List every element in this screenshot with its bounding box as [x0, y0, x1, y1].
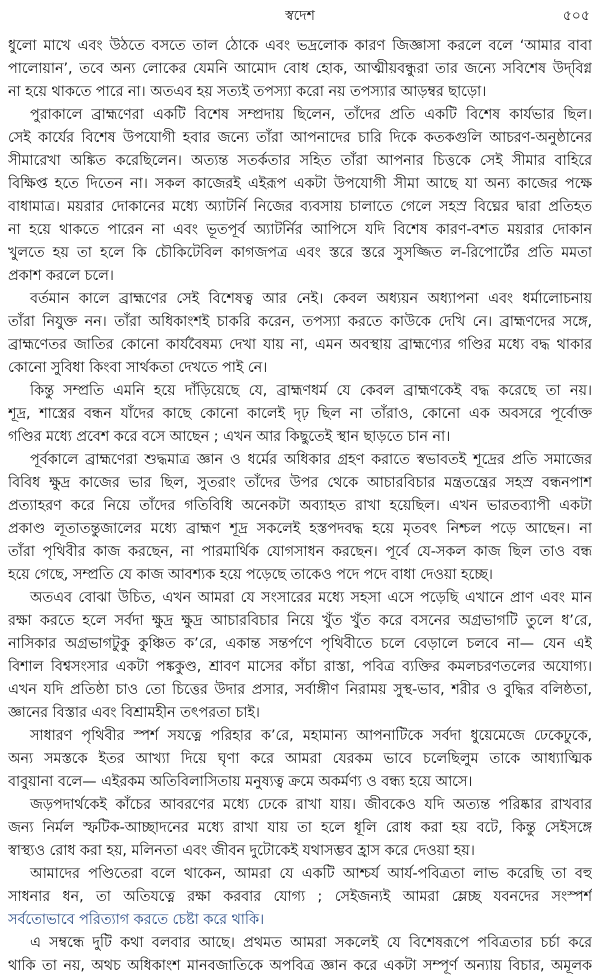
chapter-title: স্বদেশ: [285, 8, 315, 24]
text-line: পালোয়ান’, তবে অন্য লোকের যেমনি আমোদ বোধ হোক, আত্মীয়বন্ধুরা তার জন্যে সবিশেষ উদ্‌বিগ্ন: [8, 61, 592, 77]
text-line: বিবিধ ক্ষুদ্র কাজের ভার ছিল, সুতরাং তাঁদের উপর থেকে আচারবিচার মন্ত্রতন্ত্রের সহস্র বন্ধনপাশ: [8, 475, 592, 491]
text-line: প্রকাশ করলে চলে।: [8, 268, 114, 284]
text-line: আমাদের পণ্ডিতেরা বলে থাকেন, আমরা যে একটি আশ্চর্য আর্য-পবিত্রতা লাভ করেছি তা বহু: [30, 866, 592, 882]
paragraph: [8, 863, 592, 932]
text-line: অন্য সমস্তকে ইতর আখ্যা দিয়ে ঘৃণা করে আমরা যেরকম ভাবে চলেছিলুম তাকে আধ্যাত্মিক: [8, 751, 592, 767]
paragraph: [8, 794, 592, 863]
running-header: [0, 4, 600, 24]
text-line: খুলতে হয় তা হলে কি চৌকিটেবিল কাগজপত্র এবং স্তরে স্তরে সুসজ্জিত ল-রিপোর্টের প্রতি মমতা: [8, 245, 592, 261]
paragraph: [8, 380, 592, 449]
text-line: ব্রাহ্মণেতর জাতির কোনো কার্যবৈষম্য দেখা যায় না, এমন অবস্থায় ব্রাহ্মণ্যের গণ্ডির মধ্যে বদ্ধ থাকার: [8, 337, 592, 353]
text-line: সর্বতোভাবে পরিত্যাগ করতে চেষ্টা করে থাকি।: [8, 912, 265, 928]
text-line: না হয়ে থাকতে পারে না। অতএব হয় সত্যই তপস্যা করো নয় তপস্যার আড়ম্বর ছাড়ো।: [8, 84, 487, 100]
text-line: শূদ্র, শাস্ত্রের বন্ধন যাঁদের কাছে কোনো কালেই দৃঢ় ছিল না তাঁরাও, কোনো এক অবসরে পূর্বোক্ত: [8, 406, 592, 422]
paragraph: [8, 587, 592, 725]
paragraph: [8, 35, 592, 104]
text-line: তাঁরা নিযুক্ত নন। তাঁরা অধিকাংশই চাকরি করেন, তপস্যা করতে কাউকে দেখি নে। ব্রাহ্মণদের সঙ্গে,: [8, 314, 592, 330]
text-line: অতএব বোঝা উচিত, এখন আমরা যে সংসারের মধ্যে সহসা এসে পড়েছি এখানে প্রাণ এবং মান: [30, 590, 592, 606]
page-body: [8, 35, 592, 978]
text-line: বিক্ষিপ্ত হতে দিতেন না। সকল কাজেরই এইরূপ একটা উপযোগী সীমা আছে যা অন্য কাজের পক্ষে: [8, 176, 592, 192]
text-line: পূর্বকালে ব্রাহ্মণেরা শুদ্ধমাত্র জ্ঞান ও ধর্মের অধিকার গ্রহণ করাতে স্বভাবতই শূদ্রের প্রতি সমাজের: [30, 452, 592, 468]
text-line: পুরাকালে ব্রাহ্মণেরা একটি বিশেষ সম্প্রদায় ছিলেন, তাঁদের প্রতি একটি বিশেষ কার্যভার ছিল।: [30, 107, 592, 123]
text-line: বাবুয়ানা বলে— এইরকম অতিবিলাসিতায় মনুষ্যত্ব ক্রমে অকর্মণ্য ও বন্ধ্য হয়ে আসে।: [8, 774, 473, 790]
text-line: কোনো সুবিধা কিংবা সার্থকতা দেখতে পাই নে।: [8, 360, 268, 376]
text-line: হয়ে গেছে, সম্প্রতি যে কাজ আবশ্যক হয়ে পড়েছে তাকেও পদে পদে বাধা দেওয়া হচ্ছে।: [8, 567, 493, 583]
text-line: প্রকাণ্ড লূতাতন্তুজালের মধ্যে ব্রাহ্মণ শূদ্র সকলেই হস্তপদবদ্ধ হয়ে মৃতবৎ নিশ্চল পড়ে আছেন। না: [8, 521, 592, 537]
text-line: এখন যদি প্রতিষ্ঠা চাও তো চিত্তের উদার প্রসার, সর্বাঙ্গীণ নিরাময় সুস্থ-ভাব, শরীর ও বুদ্ধির বলিষ্ঠতা,: [8, 682, 592, 698]
text-line: জ্ঞানের বিস্তার এবং বিশ্রামহীন তৎপরতা চাই।: [8, 705, 260, 721]
text-line: জড়পদার্থকেই কাঁচের আবরণের মধ্যে ঢেকে রাখা যায়। জীবকেও যদি অত্যন্ত পরিষ্কার রাখবার: [30, 797, 592, 813]
text-line: রক্ষা করতে হলে সর্বদা ক্ষুদ্র ক্ষুদ্র আচারবিচার নিয়ে খুঁত খুঁত করে বসনের অগ্রভাগটি তুলে ধ’রে,: [8, 613, 592, 629]
text-line: সীমারেখা অঙ্কিত করেছিলেন। অত্যন্ত সতর্কতার সহিত তাঁরা আপনার চিত্তকে সেই সীমার বাহিরে: [8, 153, 592, 169]
text-line: তাঁরা পৃথিবীর কাজ করছেন, না পারমার্থিক যোগসাধন করছেন। পূর্বে যে-সকল কাজ ছিল তাও বন্ধ: [8, 544, 592, 560]
paragraph: [8, 104, 592, 288]
text-line: বর্তমান কালে ব্রাহ্মণের সেই বিশেষত্ব আর নেই। কেবল অধ্যয়ন অধ্যাপনা এবং ধর্মালোচনায়: [30, 291, 592, 307]
text-line: কিন্তু সম্প্রতি এমনি হয়ে দাঁড়িয়েছে যে, ব্রাহ্মণধর্ম যে কেবল ব্রাহ্মণকেই বদ্ধ করেছে তা নয়।: [30, 383, 592, 399]
text-line: বিশাল বিশ্বসংসার একটা পঙ্ককুণ্ড, শ্রাবণ মাসের কাঁচা রাস্তা, পবিত্র ব্যক্তির কমলচরণতলের অযোগ্য।: [8, 659, 592, 675]
paragraph: [8, 288, 592, 380]
text-line: স্বাস্থ্যও রোধ করা হয়, মলিনতা এবং জীবন দুটোকেই যথাসম্ভব হ্রাস করে দেওয়া হয়।: [8, 843, 475, 859]
page-number: ৫০৫: [562, 8, 590, 24]
paragraph: [8, 725, 592, 794]
text-line: সাধারণ পৃথিবীর স্পর্শ সযত্নে পরিহার ক’রে, মহামান্য আপনাটিকে সর্বদা ধুয়েমেজে ঢেকেঢুকে,: [30, 728, 592, 744]
text-line: জন্য নির্মল স্ফটিক-আচ্ছাদনের মধ্যে রাখা যায় তা হলে ধূলি রোধ করা হয় বটে, কিন্তু সেইসঙ্গে: [8, 820, 592, 836]
text-line: ধুলো মাখে এবং উঠতে বসতে তাল ঠোকে এবং ভদ্রলোক কারণ জিজ্ঞাসা করলে বলে ‘আমার বাবা: [8, 38, 592, 54]
text-line: সাধনার ধন, তা অতিযত্নে রক্ষা করবার যোগ্য ; সেইজন্যই আমরা ম্লেচ্ছ যবনদের সংস্পর্শ: [8, 889, 592, 905]
paragraph: [8, 932, 592, 978]
text-line: সেই কার্যের বিশেষ উপযোগী হবার জন্যে তাঁরা আপনাদের চারি দিকে কতকগুলি আচরণ-অনুষ্ঠানের: [8, 130, 592, 146]
paragraph: [8, 449, 592, 587]
text-line: এ সম্বন্ধে দুটি কথা বলবার আছে। প্রথমত আমরা সকলেই যে বিশেষরূপে পবিত্রতার চর্চা করে: [30, 935, 592, 951]
text-line: প্রত্যাহরণ করে নিয়ে তাঁদের গতিবিধি অনেকটা অব্যাহত রাখা হয়েছিল। এখন ভারতব্যাপী একটা: [8, 498, 592, 514]
text-line: থাকি তা নয়, অথচ অধিকাংশ মানবজাতিকে অপবিত্র জ্ঞান করে একটা সম্পূর্ণ অন্যায় বিচার, অমূলক: [8, 958, 592, 974]
text-line: বাধামাত্র। ময়রার দোকানের মধ্যে অ্যাটর্নি নিজের ব্যবসায় চালাতে গেলে সহস্র বিঘ্নের দ্বারা প্রতিহত: [8, 199, 592, 215]
text-line: না হয়ে থাকতে পারেন না এবং ভূতপূর্ব অ্যাটর্নির আপিসে যদি বিশেষ কারণ-বশত ময়রার দোকান: [8, 222, 592, 238]
text-line: নাসিকার অগ্রভাগটুকু কুঞ্চিত ক’রে, একান্ত সন্তর্পণে পৃথিবীতে চলে বেড়ালে চলবে না— যেন এই: [8, 636, 592, 652]
text-line: গণ্ডির মধ্যে প্রবেশ করে বসে আছেন ; এখন আর কিছুতেই স্থান ছাড়তে চান না।: [8, 429, 451, 445]
